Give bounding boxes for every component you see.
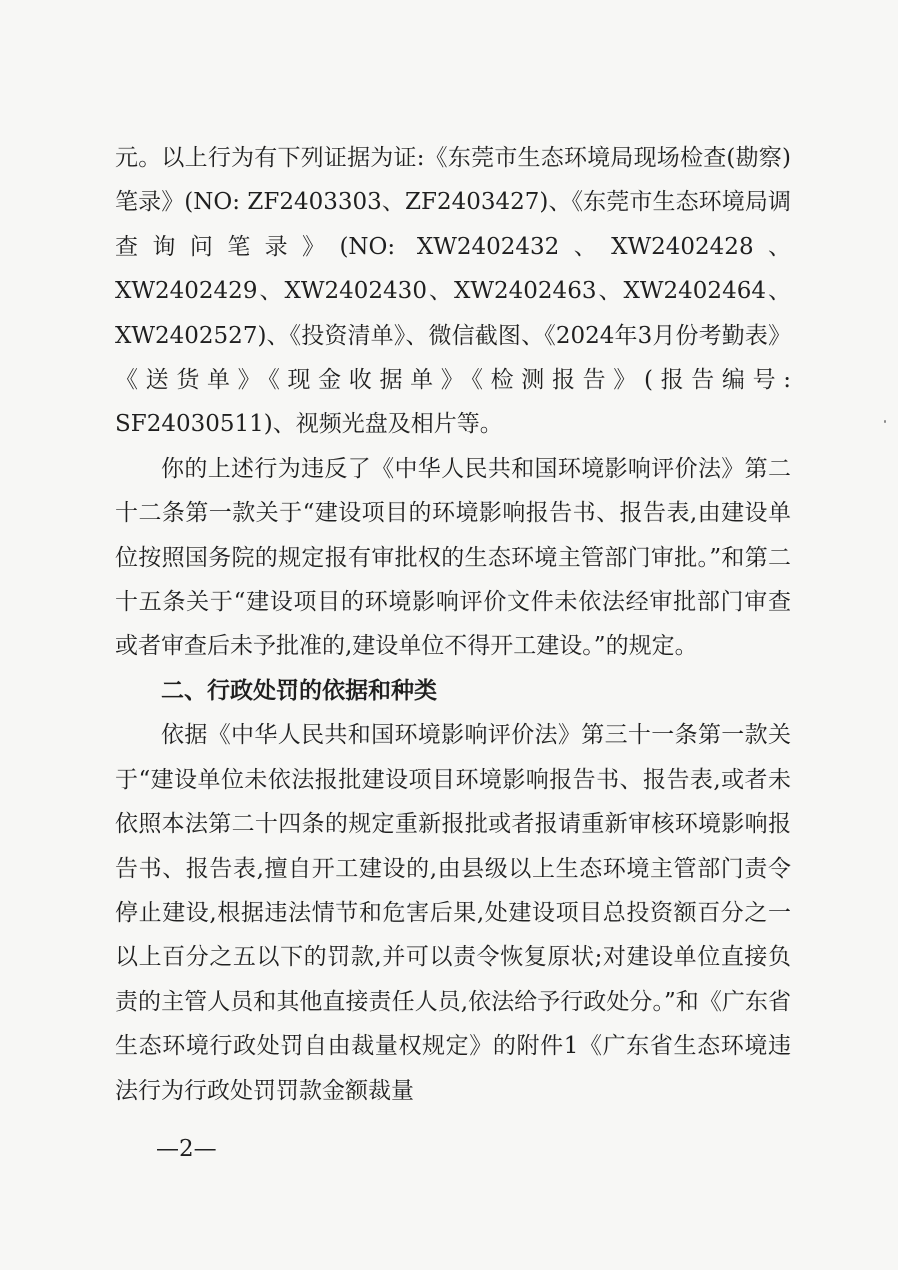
- paragraph-violation: 你的上述行为违反了《中华人民共和国环境影响评价法》第二十二条第一款关于“建设项目的环境影响报告书、报告表,由建设单位按照国务院的规定报有审批权的生态环境主管部门审批。”和第二十五条关于“建设项目的环境影响评价文件未依法经审批部门审查或者审查后未予批准的,建设单位不得开工建设。”的规定。: [115, 455, 791, 660]
- paragraph-legal-basis: 依据《中华人民共和国环境影响评价法》第三十一条第一款关于“建设单位未依法报批建设项目环境影响报告书、报告表,或者未依照本法第二十四条的规定重新报批或者报请重新审核环境影响报告书、报告表,擅自开工建设的,由县级以上生态环境主管部门责令停止建设,根据违法情节和危害后果,处建设项目总投资额百分之一以上百分之五以下的罚款,并可以责令恢复原状;对建设单位直接负责的主管人员和其他直接责任人员,依法给予行政处分。”和《广东省生态环境行政处罚自由裁量权规定》的附件1《广东省生态环境违法行为行政处罚罚款金额裁量: [115, 722, 791, 1104]
- page-number: —2—: [156, 1136, 217, 1162]
- body-text: [115, 136, 791, 1113]
- section-heading-penalty-basis: 二、行政处罚的依据和种类: [161, 677, 437, 704]
- paragraph-evidence: 元。以上行为有下列证据为证:《东莞市生态环境局现场检查(勘察)笔录》(NO: ZF2403303、ZF2403427)、《东莞市生态环境局调查询问笔录》(NO: XW2402432、XW2402428、XW2402429、XW2402430、XW2402463、XW2402464、XW2402527)、《投资清单》、微信截图、《2024年3月份考勤表》《送货单》《现金收据单》《检测报告》(报告编号: SF24030511)、视频光盘及相片等。: [115, 145, 791, 438]
- scan-speck: [884, 420, 886, 423]
